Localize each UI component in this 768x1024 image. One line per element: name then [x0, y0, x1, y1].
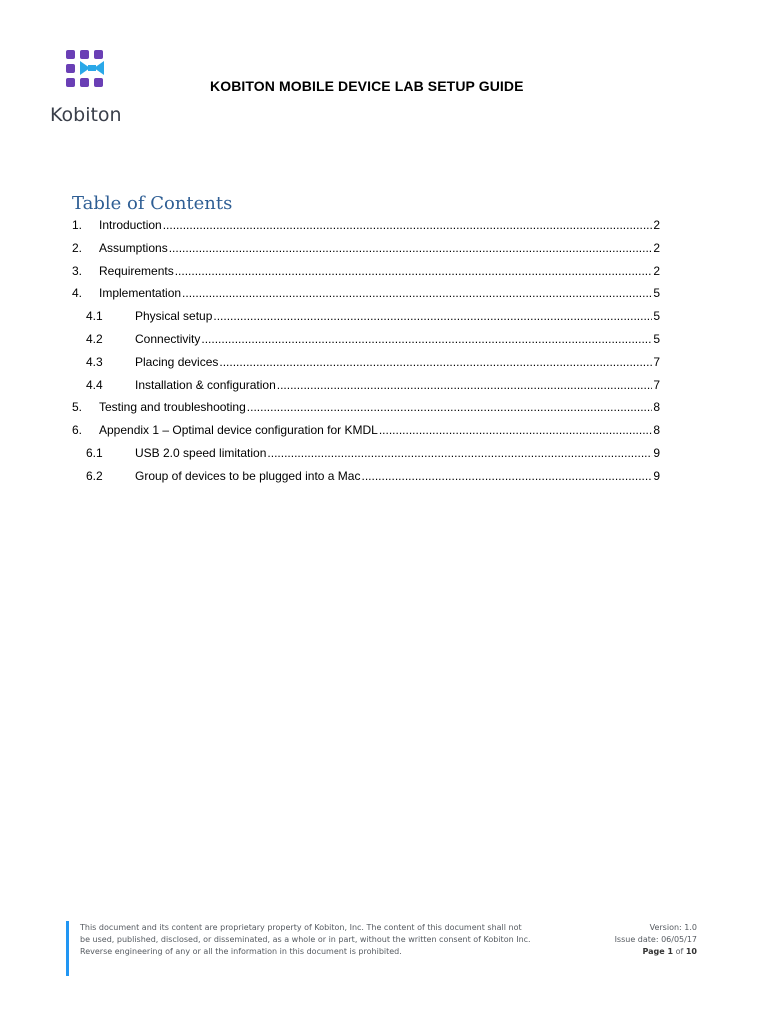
footer-legal-line: Reverse engineering of any or all the information in this document is prohibited.	[80, 947, 402, 956]
toc-entry-title: Requirements	[99, 263, 174, 278]
toc-entry-appendix-1[interactable]: 6. Appendix 1 – Optimal device configuration for KMDL ..... 8	[72, 423, 660, 446]
toc-entry-title: Group of devices to be plugged into a Mac	[135, 468, 361, 483]
toc-entry-title: Connectivity	[135, 331, 201, 346]
kobiton-logo-text: Kobiton	[50, 104, 122, 126]
footer-accent-bar	[66, 921, 69, 976]
toc-leader-dots	[213, 309, 652, 323]
toc-entry-placing-devices[interactable]: 4.3 Placing devices ..... 7	[72, 355, 660, 378]
toc-entry-usb-speed-limitation[interactable]: 6.1 USB 2.0 speed limitation ..... 9	[72, 446, 660, 469]
toc-entry-group-of-devices[interactable]: 6.2 Group of devices to be plugged into a Mac ..... 9	[72, 469, 660, 492]
toc-entry-page: 5	[653, 309, 660, 324]
toc-entry-page: 5	[653, 331, 660, 346]
kobiton-logo	[50, 48, 130, 128]
toc-entry-title: Assumptions	[99, 240, 168, 255]
toc-entry-physical-setup[interactable]: 4.1 Physical setup ..... 5	[72, 309, 660, 332]
toc-leader-dots	[182, 286, 652, 300]
toc-entry-page: 2	[653, 263, 660, 278]
footer-version: Version: 1.0	[649, 923, 697, 932]
toc-leader-dots	[201, 332, 652, 346]
footer-legal-notice	[80, 922, 600, 958]
toc-entry-page: 8	[653, 423, 660, 438]
toc-entry-testing-troubleshooting[interactable]: 5. Testing and troubleshooting ..... 8	[72, 400, 660, 423]
toc-entry-page: 7	[653, 354, 660, 369]
toc-leader-dots	[175, 264, 653, 278]
toc-entry-page: 9	[653, 445, 660, 460]
toc-entry-page: 9	[653, 468, 660, 483]
toc-entry-installation-configuration[interactable]: 4.4 Installation & configuration ..... 7	[72, 378, 660, 401]
toc-entry-page: 7	[653, 377, 660, 392]
footer-legal-line: This document and its content are proprietary property of Kobiton, Inc. The content of this document shall not	[80, 923, 522, 932]
toc-entry-title: Placing devices	[135, 354, 219, 369]
kobiton-logo-icon	[64, 48, 112, 98]
toc-entry-requirements[interactable]: 3. Requirements ..... 2	[72, 264, 660, 287]
toc-entry-page: 2	[653, 218, 660, 232]
toc-leader-dots	[361, 469, 652, 483]
toc-entry-title: Introduction	[99, 218, 162, 232]
toc-entry-introduction[interactable]: 1. Introduction ..... 2	[72, 218, 660, 241]
toc-entry-title: Physical setup	[135, 309, 213, 324]
toc-leader-dots	[379, 423, 653, 437]
toc-entry-page: 8	[653, 400, 660, 415]
toc-entry-page: 2	[653, 240, 660, 255]
toc-entry-page: 5	[653, 286, 660, 301]
toc-heading: Table of Contents	[72, 193, 233, 214]
toc-entry-title: Testing and troubleshooting	[99, 400, 246, 415]
toc-leader-dots	[267, 446, 652, 460]
table-of-contents	[72, 218, 660, 492]
document-title: KOBITON MOBILE DEVICE LAB SETUP GUIDE	[210, 78, 524, 94]
toc-entry-title: USB 2.0 speed limitation	[135, 445, 267, 460]
footer-meta	[615, 922, 697, 958]
footer-issue-date: Issue date: 06/05/17	[614, 935, 697, 944]
toc-leader-dots	[277, 378, 653, 392]
toc-leader-dots	[219, 355, 652, 369]
toc-entry-title: Implementation	[99, 286, 182, 301]
toc-entry-connectivity[interactable]: 4.2 Connectivity ..... 5	[72, 332, 660, 355]
toc-entry-title: Installation & configuration	[135, 377, 276, 392]
footer-legal-line: be used, published, disclosed, or disseminated, as a whole or in part, without the written consent of Kobiton Inc.	[80, 935, 531, 944]
toc-entry-title: Appendix 1 – Optimal device configuration for KMDL	[99, 423, 378, 438]
toc-entry-assumptions[interactable]: 2. Assumptions ..... 2	[72, 241, 660, 264]
toc-entry-implementation[interactable]: 4. Implementation ..... 5	[72, 286, 660, 309]
toc-leader-dots	[169, 241, 653, 255]
toc-leader-dots	[163, 218, 653, 232]
footer-page-number: Page 1 of 10	[642, 947, 697, 956]
toc-leader-dots	[247, 400, 653, 414]
